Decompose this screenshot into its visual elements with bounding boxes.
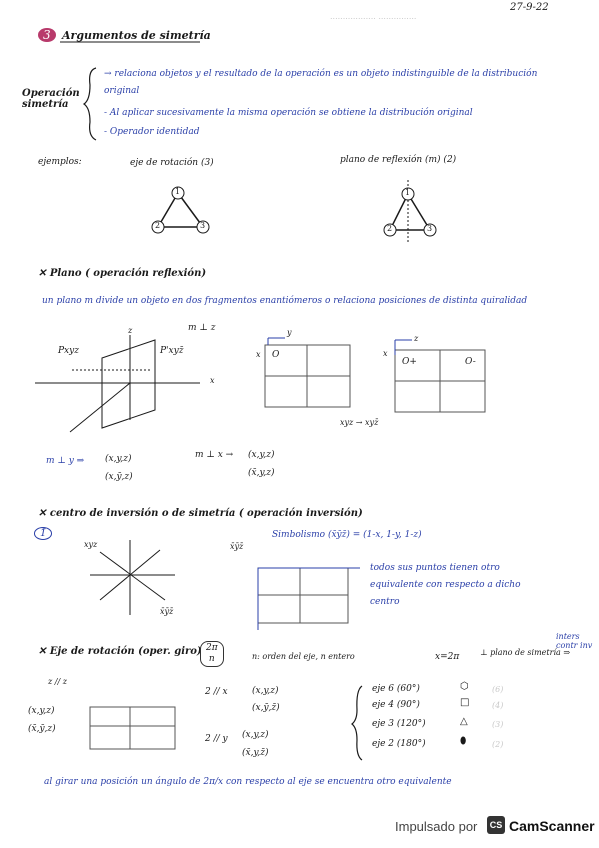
axis-faint: (6) <box>492 685 504 694</box>
side-label: Operación simetría <box>22 88 80 110</box>
footer-text: Impulsado por <box>395 819 478 834</box>
node-label: 2 <box>387 224 393 233</box>
rotation-mid1-head: 2 // x <box>205 687 228 697</box>
axis-label: x <box>256 350 261 359</box>
axis-faint: (4) <box>492 701 504 710</box>
faint-header-text: .................. ............... <box>330 12 417 21</box>
example-2-label: plano de reflexión (m) (2) <box>340 155 457 165</box>
date: 27-9-22 <box>510 2 549 13</box>
axis-order-3: eje 3 (120°) <box>372 719 426 729</box>
rule-1-b: (x,ȳ,z) <box>105 472 133 482</box>
rotation-title: ✕ Eje de rotación (oper. giro) <box>38 646 202 657</box>
plano-description: un plano m divide un objeto en dos fragmentos enantiómeros o relaciona posiciones de distinta quiralidad <box>42 296 528 306</box>
triangle-icon: △ <box>460 716 468 727</box>
axis-order-4: eje 4 (90°) <box>372 700 420 710</box>
definition-item-2: - Al aplicar sucesivamente la misma operación se obtiene la distribución original <box>104 108 473 118</box>
rule-2-a: (x,y,z) <box>248 450 275 460</box>
rule-1-a: (x,y,z) <box>105 454 132 464</box>
reflection-grid-2 <box>395 340 485 412</box>
rule-2-head: m ⊥ x → <box>195 450 234 460</box>
inversion-label-xyz-bar: x̄ȳz̄ <box>230 542 244 551</box>
rotation-bottom-note: al girar una posición un ángulo de 2π/x con respecto al eje se encuentra otro equivalente <box>44 777 452 787</box>
inversion-axes-diagram <box>90 540 175 615</box>
grid-2-circle-plus: O+ <box>402 357 417 367</box>
axis-faint: (3) <box>492 720 504 729</box>
inversion-label-xyz-bar: x̄ȳz̄ <box>160 607 174 616</box>
camscanner-logo-icon: CS <box>487 816 505 834</box>
node-label: 1 <box>175 187 181 196</box>
rule-2-b: (x̄,y,z) <box>248 468 275 478</box>
rotation-grid <box>90 707 175 749</box>
examples-label: ejemplos: <box>38 157 82 167</box>
reflection-grid-1 <box>265 338 350 407</box>
hexagon-icon: ⬡ <box>460 681 469 692</box>
point-p-right: P'xyz̄ <box>160 346 184 356</box>
node-label: 1 <box>405 188 411 197</box>
node-label: 3 <box>200 221 206 230</box>
rotation-left-point-a: (x,y,z) <box>28 706 55 716</box>
inversion-symbol: 1̄ <box>34 527 52 540</box>
rotation-n-desc: n: orden del eje, n entero <box>252 652 355 661</box>
grid-1-circle: O <box>272 350 280 360</box>
plano-title: ✕ Plano ( operación reflexión) <box>38 268 207 279</box>
example-1-label: eje de rotación (3) <box>130 158 214 168</box>
axis-order-6: eje 6 (60°) <box>372 684 420 694</box>
inversion-label-xyz: xyz <box>84 540 98 549</box>
rule-1-head: m ⊥ y ⇒ <box>46 456 85 466</box>
axis-label: y <box>287 328 292 337</box>
point-p-left: Pxyz <box>58 346 79 356</box>
rotation-mid2-a: (x,y,z) <box>242 730 269 740</box>
rotation-mid1-b: (x,ȳ,z̄) <box>252 703 280 713</box>
section-number-badge: 3 <box>38 28 56 42</box>
camscanner-brand: CamScanner <box>509 818 595 834</box>
axis-z-label: z <box>128 326 133 335</box>
node-label: 3 <box>427 224 433 233</box>
rotation-annotation: inters contr inv <box>556 632 593 650</box>
section-title: Argumentos de simetría <box>62 29 211 42</box>
axis-label: z <box>414 334 419 343</box>
ellipse-icon: ⬮ <box>460 736 467 747</box>
rotation-mid1-a: (x,y,z) <box>252 686 279 696</box>
inversion-grid <box>258 568 360 630</box>
inversion-note: todos sus puntos tienen otro equivalente con respecto a dicho centro <box>370 563 521 607</box>
axis-order-2: eje 2 (180°) <box>372 739 426 749</box>
camscanner-footer <box>0 810 599 848</box>
axis-label: x <box>383 349 388 358</box>
inversion-formula: Simbolismo (x̄ȳz̄) = (1-x, 1-y, 1-z) <box>272 530 422 540</box>
rotation-x-eq: x=2π <box>435 652 460 662</box>
rotation-mid2-b: (x̄,y,z̄) <box>242 748 269 758</box>
square-icon: □ <box>460 697 470 708</box>
grid-2-circle-minus: O- <box>465 357 476 367</box>
definition-item-3: - Operador identidad <box>104 127 200 137</box>
definition-item-1: → relaciona objetos y el resultado de la operación es un objeto indistinguible de la distribución original <box>104 69 538 96</box>
node-label: 2 <box>155 221 161 230</box>
inversion-title: ✕ centro de inversión o de simetría ( operación inversión) <box>38 508 363 519</box>
axis-faint: (2) <box>492 740 504 749</box>
rotation-z-par: z // z <box>48 677 67 686</box>
rotation-perp: ⊥ plano de simetría ⇒ <box>480 648 571 657</box>
rotation-left-point-b: (x̄,ȳ,z) <box>28 724 56 734</box>
plano-transform: xyz → xyz̄ <box>340 418 379 427</box>
rotation-fraction: 2π n <box>200 641 224 667</box>
plane-condition: m ⊥ z <box>188 323 216 333</box>
rotation-mid2-head: 2 // y <box>205 734 228 744</box>
axis-label: x <box>210 376 215 385</box>
